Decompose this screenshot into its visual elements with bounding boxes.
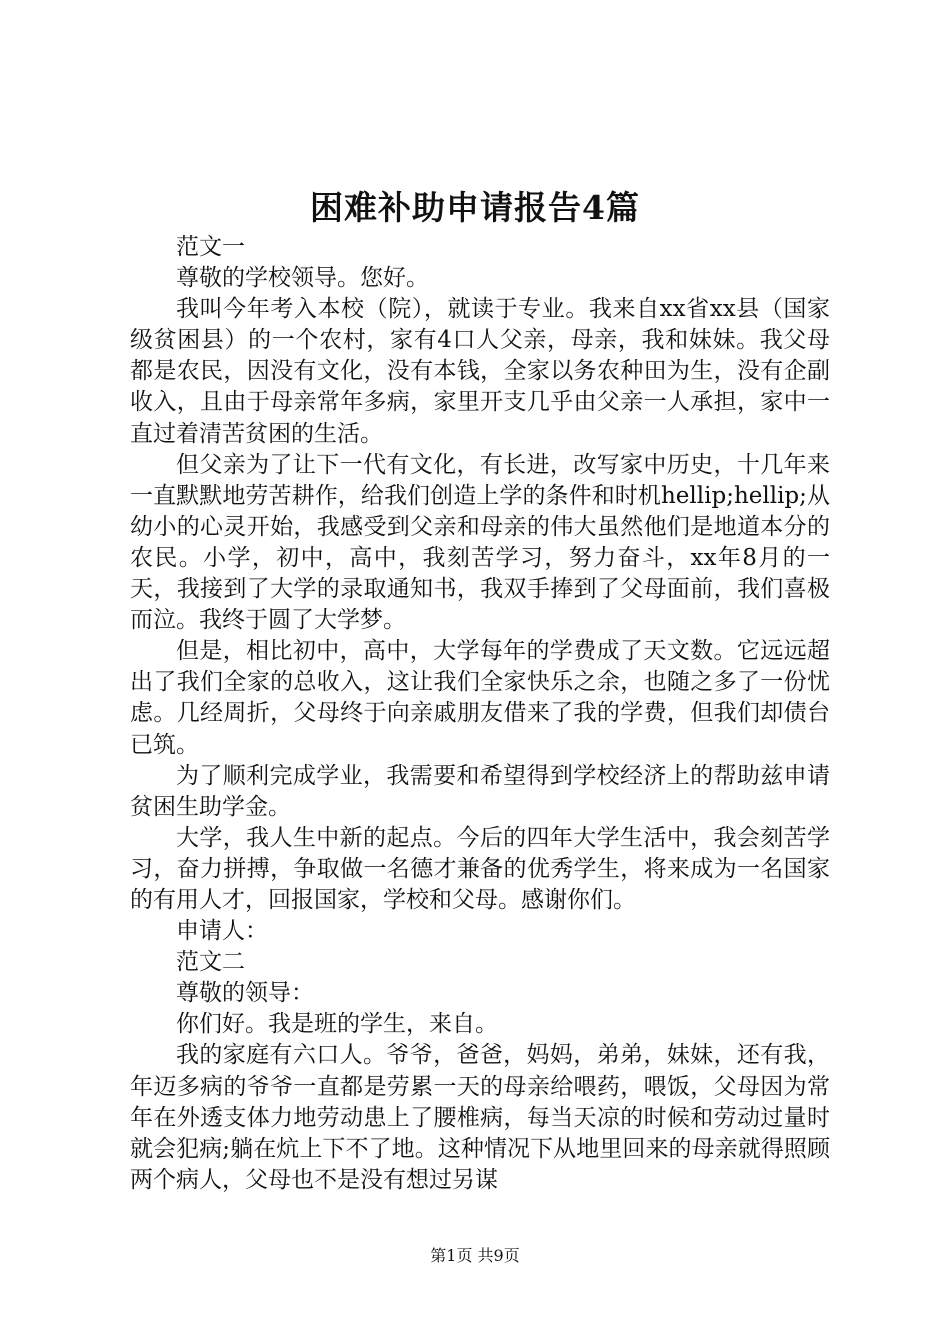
paragraph: 我的家庭有六口人。爷爷，爸爸，妈妈，弟弟，妹妹，还有我，年迈多病的爷爷一直都是劳累一天的母亲给喂药，喂饭，父母因为常年在外透支体力地劳动患上了腰椎病，每当天凉的时候和劳动过量时就会犯病;躺在炕上下不了地。这种情况下从地里回来的母亲就得照顾两个病人，父母也不是没有想过另谋 (130, 1042, 830, 1193)
paragraph: 大学，我人生中新的起点。今后的四年大学生活中，我会刻苦学习，奋力拼搏，争取做一名德才兼备的优秀学生，将来成为一名国家的有用人才，回报国家，学校和父母。感谢你们。 (130, 824, 830, 913)
paragraph-salutation: 尊敬的领导： (176, 980, 314, 1007)
page-number-footer: 第1页 共9页 (430, 1246, 520, 1265)
document-body (130, 232, 830, 1196)
paragraph-applicant: 申请人： (176, 918, 268, 945)
paragraph: 我叫今年考入本校（院），就读于专业。我来自xx省xx县（国家级贫困县）的一个农村，家有4口人父亲，母亲，我和妹妹。我父母都是农民，因没有文化，没有本钱，全家以务农种田为生，没有企副收入，且由于母亲常年多病，家里开支几乎由父亲一人承担，家中一直过着清苦贫困的生活。 (130, 296, 830, 447)
paragraph-heading-sample-one: 范文一 (176, 234, 245, 260)
paragraph: 你们好。我是班的学生，来自。 (176, 1011, 498, 1038)
paragraph: 但是，相比初中，高中，大学每年的学费成了天文数。它远远超出了我们全家的总收入，这让我们全家快乐之余，也随之多了一份忧虑。几经周折，父母终于向亲戚朋友借来了我的学费，但我们却债台已筑。 (130, 638, 830, 758)
paragraph: 为了顺利完成学业，我需要和希望得到学校经济上的帮助兹申请贫困生助学金。 (130, 762, 830, 820)
paragraph-heading-sample-two: 范文二 (176, 949, 245, 976)
document-title: 困难补助申请报告4篇 (310, 188, 640, 227)
paragraph: 但父亲为了让下一代有文化，有长进，改写家中历史，十几年来一直默默地劳苦耕作，给我们创造上学的条件和时机hellip;hellip;从幼小的心灵开始，我感受到父亲和母亲的伟大虽然他们是地道本分的农民。小学，初中，高中，我刻苦学习，努力奋斗，xx年8月的一天，我接到了大学的录取通知书，我双手捧到了父母面前，我们喜极而泣。我终于圆了大学梦。 (130, 451, 830, 634)
paragraph-salutation: 尊敬的学校领导。您好。 (176, 265, 429, 292)
